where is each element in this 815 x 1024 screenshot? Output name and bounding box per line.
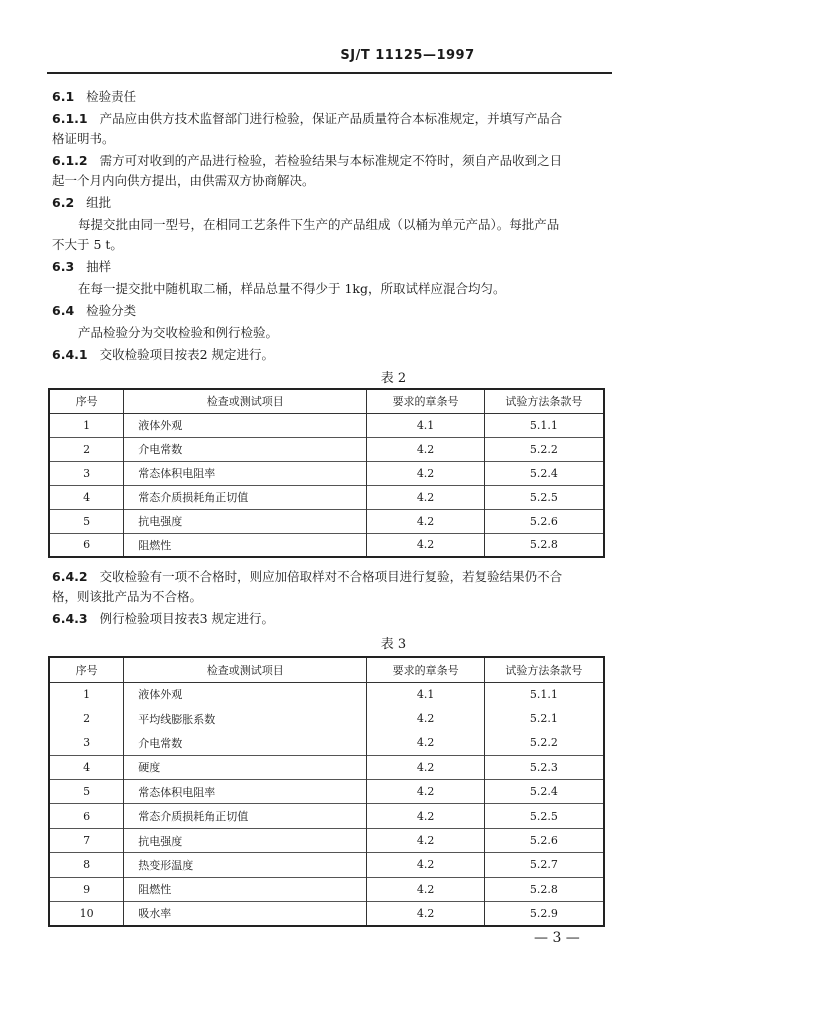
seq-cell: 6 bbox=[49, 804, 124, 828]
section-number: 6.4.3 bbox=[52, 611, 88, 626]
clause-cell: 4.2 bbox=[367, 780, 485, 804]
table-3 bbox=[48, 656, 605, 927]
table-row bbox=[49, 706, 604, 730]
section-number: 6.1.1 bbox=[52, 111, 88, 126]
section-6-3 bbox=[52, 258, 612, 276]
seq-cell: 3 bbox=[49, 461, 124, 485]
header-item: 检查或测试项目 bbox=[124, 657, 367, 682]
paragraph-continuation: 起一个月内向供方提出，由供需双方协商解决。 bbox=[52, 173, 315, 188]
item-cell: 抗电强度 bbox=[124, 828, 367, 852]
table-row bbox=[49, 780, 604, 804]
table-row bbox=[49, 902, 604, 926]
section-6-4-2 bbox=[52, 568, 612, 586]
section-number: 6.4 bbox=[52, 303, 75, 318]
clause-cell: 4.2 bbox=[367, 461, 485, 485]
section-6-1-2 bbox=[52, 152, 612, 170]
item-cell: 常态介质损耗角正切值 bbox=[124, 485, 367, 509]
table-row bbox=[49, 413, 604, 437]
header-clause: 要求的章条号 bbox=[367, 389, 485, 413]
clause-cell: 4.2 bbox=[367, 437, 485, 461]
section-title: 组批 bbox=[86, 195, 112, 210]
method-cell: 5.2.8 bbox=[484, 533, 604, 557]
paragraph-text: 例行检验项目按表3 规定进行。 bbox=[99, 611, 275, 626]
seq-cell: 9 bbox=[49, 877, 124, 901]
section-number: 6.2 bbox=[52, 195, 75, 210]
method-cell: 5.2.6 bbox=[484, 509, 604, 533]
clause-cell: 4.2 bbox=[367, 485, 485, 509]
clause-cell: 4.1 bbox=[367, 413, 485, 437]
paragraph-text: 每提交批由同一型号，在相同工艺条件下生产的产品组成（以桶为单元产品）。每批产品 bbox=[78, 217, 560, 232]
method-cell: 5.2.5 bbox=[484, 804, 604, 828]
clause-cell: 4.2 bbox=[367, 828, 485, 852]
clause-cell: 4.2 bbox=[367, 509, 485, 533]
method-cell: 5.2.4 bbox=[484, 461, 604, 485]
clause-cell: 4.2 bbox=[367, 804, 485, 828]
seq-cell: 5 bbox=[49, 780, 124, 804]
item-cell: 平均线膨胀系数 bbox=[124, 706, 367, 730]
table-row bbox=[49, 682, 604, 706]
item-cell: 常态体积电阻率 bbox=[124, 461, 367, 485]
seq-cell: 4 bbox=[49, 755, 124, 779]
item-cell: 抗电强度 bbox=[124, 509, 367, 533]
table-2 bbox=[48, 388, 605, 558]
header-method: 试验方法条款号 bbox=[484, 389, 604, 413]
section-6-2 bbox=[52, 194, 612, 212]
header-method: 试验方法条款号 bbox=[484, 657, 604, 682]
table-row bbox=[49, 755, 604, 779]
item-cell: 常态介质损耗角正切值 bbox=[124, 804, 367, 828]
item-cell: 介电常数 bbox=[124, 437, 367, 461]
seq-cell: 2 bbox=[49, 437, 124, 461]
seq-cell: 8 bbox=[49, 853, 124, 877]
table-row bbox=[49, 853, 604, 877]
method-cell: 5.2.1 bbox=[484, 706, 604, 730]
method-cell: 5.2.3 bbox=[484, 755, 604, 779]
section-title: 抽样 bbox=[86, 259, 112, 274]
table-row bbox=[49, 804, 604, 828]
section-number: 6.3 bbox=[52, 259, 75, 274]
method-cell: 5.2.7 bbox=[484, 853, 604, 877]
item-cell: 液体外观 bbox=[124, 682, 367, 706]
method-cell: 5.2.2 bbox=[484, 731, 604, 755]
paragraph-text: 交收检验项目按表2 规定进行。 bbox=[99, 347, 275, 362]
header-seq: 序号 bbox=[49, 657, 124, 682]
clause-cell: 4.2 bbox=[367, 706, 485, 730]
table-2-caption: 表 2 bbox=[380, 371, 407, 386]
method-cell: 5.2.5 bbox=[484, 485, 604, 509]
clause-cell: 4.1 bbox=[367, 682, 485, 706]
item-cell: 常态体积电阻率 bbox=[124, 780, 367, 804]
section-number: 6.4.1 bbox=[52, 347, 88, 362]
table-3-caption: 表 3 bbox=[380, 637, 407, 652]
method-cell: 5.2.8 bbox=[484, 877, 604, 901]
section-6-4-3 bbox=[52, 610, 612, 628]
table-row bbox=[49, 877, 604, 901]
clause-cell: 4.2 bbox=[367, 902, 485, 926]
header-item: 检查或测试项目 bbox=[124, 389, 367, 413]
item-cell: 液体外观 bbox=[124, 413, 367, 437]
seq-cell: 4 bbox=[49, 485, 124, 509]
paragraph-continuation: 格，则该批产品为不合格。 bbox=[52, 589, 203, 604]
clause-cell: 4.2 bbox=[367, 853, 485, 877]
clause-cell: 4.2 bbox=[367, 731, 485, 755]
seq-cell: 2 bbox=[83, 712, 91, 726]
table-header-row bbox=[49, 389, 604, 413]
section-6-4-1 bbox=[52, 346, 612, 364]
item-cell: 吸水率 bbox=[124, 902, 367, 926]
method-cell: 5.2.6 bbox=[484, 828, 604, 852]
seq-cell: 5 bbox=[49, 509, 124, 533]
clause-cell: 4.2 bbox=[367, 533, 485, 557]
table-header-row bbox=[49, 657, 604, 682]
seq-cell: 6 bbox=[49, 533, 124, 557]
seq-cell: 10 bbox=[49, 902, 124, 926]
section-6-1 bbox=[52, 88, 612, 106]
paragraph-continuation: 格证明书。 bbox=[52, 131, 115, 146]
section-number: 6.1.2 bbox=[52, 153, 88, 168]
item-cell: 阻燃性 bbox=[124, 877, 367, 901]
section-number: 6.1 bbox=[52, 89, 75, 104]
paragraph-text: 产品应由供方技术监督部门进行检验，保证产品质量符合本标准规定，并填写产品合 bbox=[99, 111, 563, 126]
method-cell: 5.2.2 bbox=[484, 437, 604, 461]
item-cell: 介电常数 bbox=[124, 731, 367, 755]
seq-cell: 7 bbox=[49, 828, 124, 852]
paragraph-text: 产品检验分为交收检验和例行检验。 bbox=[78, 325, 279, 340]
table-row bbox=[49, 731, 604, 755]
paragraph-continuation: 不大于 5 t。 bbox=[52, 237, 123, 252]
paragraph-text: 交收检验有一项不合格时，则应加倍取样对不合格项目进行复验，若复验结果仍不合 bbox=[99, 569, 563, 584]
item-cell: 硬度 bbox=[124, 755, 367, 779]
seq-cell: 1 bbox=[83, 418, 91, 432]
method-cell: 5.2.9 bbox=[484, 902, 604, 926]
seq-cell: 3 bbox=[83, 736, 91, 750]
seq-cell: 1 bbox=[83, 687, 91, 701]
item-cell: 热变形温度 bbox=[124, 853, 367, 877]
clause-cell: 4.2 bbox=[367, 755, 485, 779]
page-number: — 3 — bbox=[534, 930, 580, 946]
section-6-1-1 bbox=[52, 110, 612, 128]
method-cell: 5.1.1 bbox=[484, 682, 604, 706]
method-cell: 5.2.4 bbox=[484, 780, 604, 804]
header-clause: 要求的章条号 bbox=[367, 657, 485, 682]
section-title: 检验责任 bbox=[86, 89, 137, 104]
table-row bbox=[49, 509, 604, 533]
item-cell: 阻燃性 bbox=[124, 533, 367, 557]
table-row bbox=[49, 437, 604, 461]
section-number: 6.4.2 bbox=[52, 569, 88, 584]
table-row bbox=[49, 461, 604, 485]
header-rule bbox=[47, 72, 612, 74]
table-row bbox=[49, 533, 604, 557]
table-row bbox=[49, 828, 604, 852]
table-row bbox=[49, 485, 604, 509]
method-cell: 5.1.1 bbox=[484, 413, 604, 437]
standard-number-header: SJ/T 11125—1997 bbox=[340, 48, 475, 63]
section-title: 检验分类 bbox=[86, 303, 137, 318]
section-6-4 bbox=[52, 302, 612, 320]
header-seq: 序号 bbox=[49, 389, 124, 413]
paragraph-text: 需方可对收到的产品进行检验，若检验结果与本标准规定不符时，须自产品收到之日 bbox=[99, 153, 563, 168]
clause-cell: 4.2 bbox=[367, 877, 485, 901]
paragraph-text: 在每一提交批中随机取二桶，样品总量不得少于 1kg，所取试样应混合均匀。 bbox=[78, 281, 506, 296]
